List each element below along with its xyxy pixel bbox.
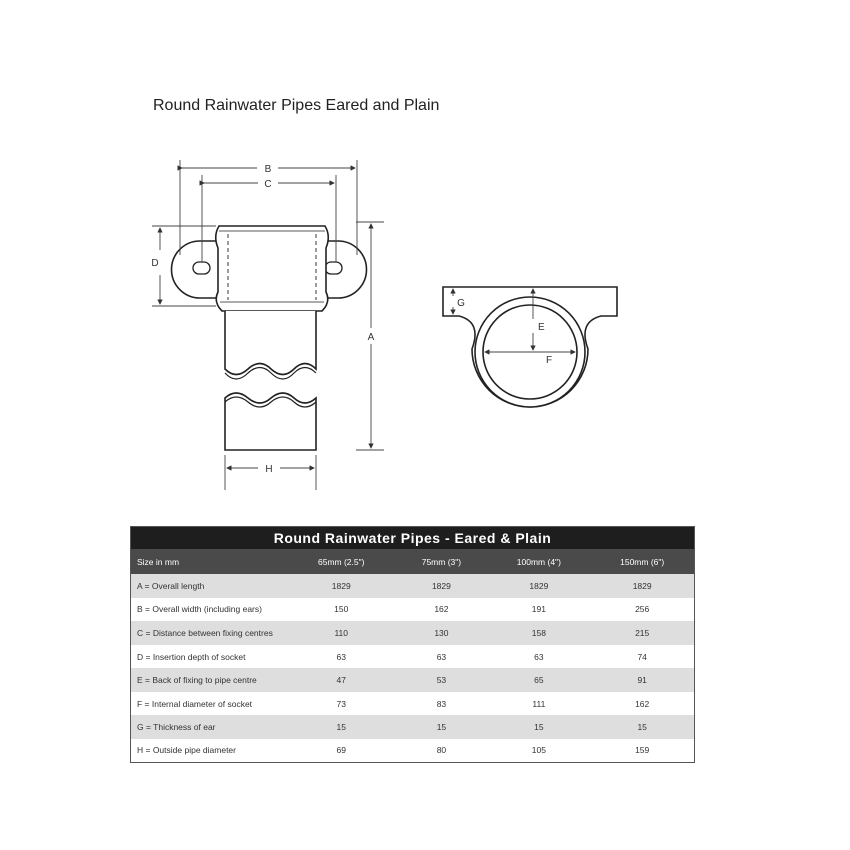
header-100mm: 100mm (4") [516, 556, 561, 567]
row-value: 256 [635, 604, 650, 615]
label-b: B [264, 164, 272, 175]
row-value: 1829 [331, 580, 351, 591]
row-value: 63 [336, 651, 346, 662]
table-row [131, 715, 695, 739]
row-label: D = Insertion depth of socket [137, 651, 246, 662]
row-value: 83 [436, 698, 447, 709]
row-value: 191 [531, 604, 546, 615]
table-row [131, 574, 695, 598]
row-label: C = Distance between fixing centres [137, 627, 273, 638]
row-value: 91 [637, 675, 647, 686]
row-label: G = Thickness of ear [137, 722, 216, 733]
label-e: E [538, 322, 545, 333]
header-75mm: 75mm (3") [421, 556, 462, 567]
table-row [131, 621, 695, 645]
row-label: F = Internal diameter of socket [137, 698, 253, 709]
row-value: 105 [531, 745, 546, 756]
table-title: Round Rainwater Pipes - Eared & Plain [131, 527, 695, 550]
row-value: 158 [531, 627, 546, 638]
row-value: 1829 [431, 580, 451, 591]
header-65mm: 65mm (2.5") [317, 556, 365, 567]
label-h: H [265, 464, 273, 475]
row-value: 159 [635, 745, 650, 756]
row-value: 15 [436, 722, 447, 733]
row-value: 1829 [529, 580, 549, 591]
row-value: 80 [436, 745, 447, 756]
pipe-lower [225, 393, 316, 450]
right-ear [327, 241, 367, 298]
label-c: C [264, 179, 272, 190]
row-value: 47 [336, 675, 346, 686]
row-value: 150 [334, 604, 349, 615]
table-row [131, 739, 695, 763]
row-value: 162 [434, 604, 449, 615]
label-a: A [367, 332, 375, 343]
row-value: 53 [436, 675, 447, 686]
table-header-row [131, 549, 695, 574]
label-d: D [151, 258, 159, 269]
row-label: H = Outside pipe diameter [137, 745, 236, 756]
page-title: Round Rainwater Pipes Eared and Plain [153, 97, 440, 114]
row-value: 63 [534, 651, 544, 662]
table-row [131, 645, 695, 669]
row-value: 110 [334, 627, 349, 638]
header-size: Size in mm [137, 556, 180, 567]
row-value: 15 [534, 722, 544, 733]
spec-table [130, 526, 695, 763]
pipe-upper [225, 311, 316, 375]
table-row [131, 668, 695, 692]
row-value: 1829 [632, 580, 652, 591]
socket-body [216, 226, 329, 311]
table-row [131, 692, 695, 716]
row-label: E = Back of fixing to pipe centre [137, 675, 257, 686]
row-value: 15 [336, 722, 346, 733]
table-row [131, 598, 695, 622]
row-value: 162 [635, 698, 650, 709]
row-label: A = Overall length [137, 580, 205, 591]
header-150mm: 150mm (6") [620, 556, 665, 567]
row-value: 73 [336, 698, 346, 709]
label-g: G [457, 298, 465, 309]
row-value: 130 [434, 627, 449, 638]
pipe-side-view [172, 226, 367, 450]
label-f: F [545, 355, 553, 366]
left-ear [172, 241, 220, 298]
row-value: 63 [436, 651, 447, 662]
pipe-plan-view [443, 287, 617, 407]
row-value: 69 [336, 745, 346, 756]
row-value: 215 [635, 627, 650, 638]
row-value: 65 [534, 675, 544, 686]
row-value: 15 [637, 722, 647, 733]
row-label: B = Overall width (including ears) [137, 604, 262, 615]
row-value: 74 [637, 651, 647, 662]
row-value: 111 [532, 698, 546, 709]
